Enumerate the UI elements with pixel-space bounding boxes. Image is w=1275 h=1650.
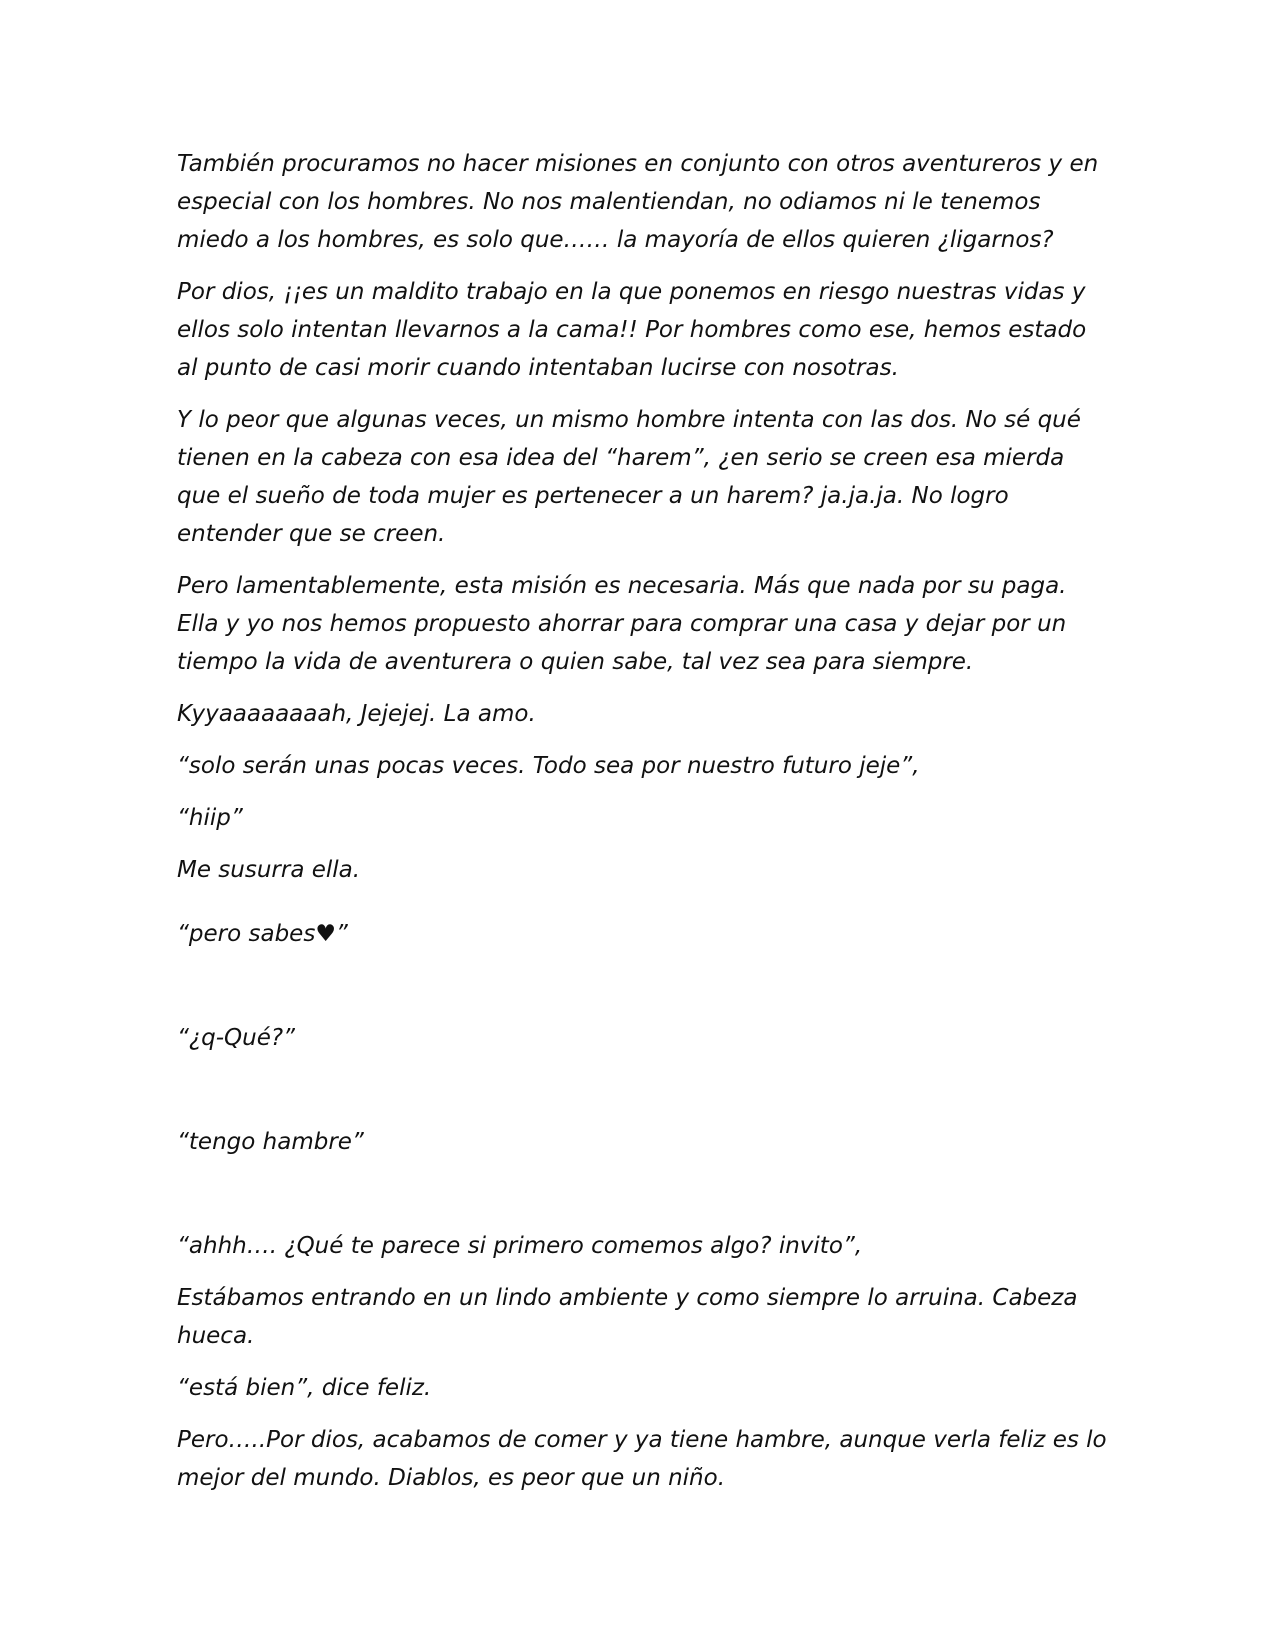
paragraph: Por dios, ¡¡es un maldito trabajo en la que ponemos en riesgo nuestras vidas y ellos solo intentan llevarnos a la cama!! Por hombres como ese, hemos estado al punto de casi morir cuando intentaban lucirse con nosotras. (177, 279, 1087, 381)
paragraph: “está bien”, dice feliz. (177, 1375, 432, 1401)
paragraph: “ahhh…. ¿Qué te parece si primero comemos algo? invito”, (177, 1233, 863, 1259)
paragraph: “hiip” (177, 805, 243, 831)
paragraph: Y lo peor que algunas veces, un mismo hombre intenta con las dos. No sé qué tienen en la cabeza con esa idea del “harem”, ¿en serio se creen esa mierda que el sueño de toda mujer es pertenecer a un harem? ja.ja.ja. No logro entender que se creen. (177, 407, 1081, 547)
document-body (177, 145, 1107, 1497)
paragraph: Pero lamentablemente, esta misión es necesaria. Más que nada por su paga. Ella y yo nos hemos propuesto ahorrar para comprar una casa y dejar por un tiempo la vida de aventurera o quien sabe, tal vez sea para siempre. (177, 573, 1067, 675)
paragraph: Estábamos entrando en un lindo ambiente y como siempre lo arruina. Cabeza hueca. (177, 1285, 1078, 1349)
paragraph: Kyyaaaaaaaah, Jejejej. La amo. (177, 701, 536, 727)
paragraph: También procuramos no hacer misiones en conjunto con otros aventureros y en especial con los hombres. No nos malentiendan, no odiamos ni le tenemos miedo a los hombres, es solo que…… la mayoría de ellos quieren ¿ligarnos? (177, 151, 1099, 253)
paragraph: “¿q-Qué?” (177, 1025, 295, 1051)
paragraph: Me susurra ella. (177, 857, 361, 883)
paragraph: “solo serán unas pocas veces. Todo sea por nuestro futuro jeje”, (177, 753, 920, 779)
paragraph: “tengo hambre” (177, 1129, 364, 1155)
paragraph: Pero…..Por dios, acabamos de comer y ya tiene hambre, aunque verla feliz es lo mejor del mundo. Diablos, es peor que un niño. (177, 1427, 1107, 1491)
paragraph: “pero sabes♥” (177, 921, 348, 947)
